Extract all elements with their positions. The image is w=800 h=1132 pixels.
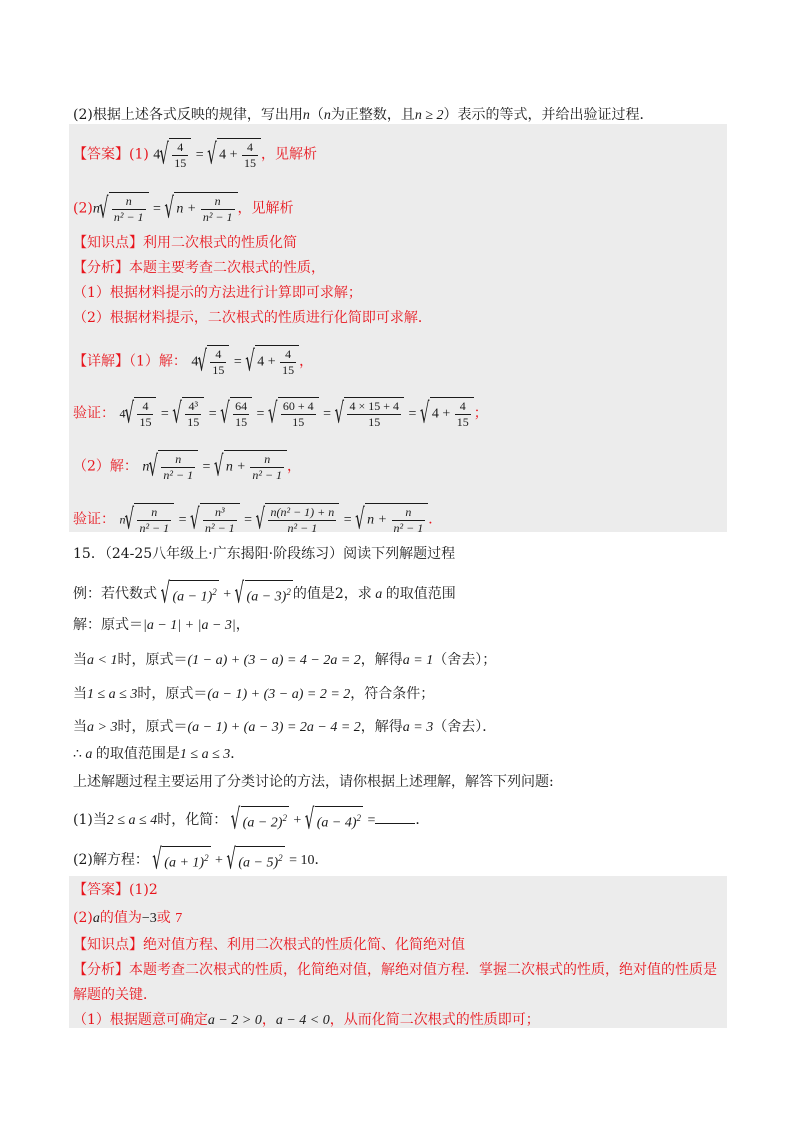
math-sqrt: √ n + $\frac{n}{\text{n² − 1}}$	[356, 503, 428, 536]
analysis-line-2b: 解题的关键．	[73, 987, 157, 1003]
text: 为正整数，且	[330, 107, 415, 123]
math: 4	[153, 147, 161, 163]
verify-label: 验证：	[73, 511, 115, 528]
math-sqrt: √ $\frac{4}{15}$	[198, 345, 229, 378]
detail-line-1: 【详解】（1）解： 4 √ $\frac{4}{15}$ = √ 4 + $\frac{4}{15}$ ，	[73, 345, 313, 378]
math-sqrt: √ $\frac{4 \times 15 + 4}{15}$	[335, 397, 404, 430]
math-sqrt: √ 4 + $\frac{4}{15}$	[246, 345, 299, 378]
q15-case-1: 当a < 1时，原式＝(1 − a) + (3 − a) = 4 − 2a = 2，解得a = 1（舍去）；	[73, 652, 497, 668]
q15-case-3: 当a > 3时，原式＝(a − 1) + (a − 3) = 2a − 4 = 2，解得a = 3（舍去）．	[73, 719, 497, 735]
text: 表示的等式，并给出验证过程．	[457, 107, 654, 123]
math-sqrt: √ n + $\frac{n}{\text{n² − 1}}$	[215, 450, 287, 483]
analysis-tag: 【分析】	[73, 962, 129, 978]
text: （1）解：	[129, 353, 187, 370]
verify-label: 验证：	[73, 405, 115, 422]
math-sqrt: √ n + $\frac{n}{\text{n² − 1}}$	[165, 192, 237, 225]
answer-line-1: 【答案】(1) 4 √ $\frac{4}{15}$ = √ 4 + $\frac{4}{15}$ ，见解析	[73, 138, 317, 171]
q15-method: 上述解题过程主要运用了分类讨论的方法，请你根据上述理解，解答下列问题:	[73, 774, 554, 790]
q15-case-2: 当1 ≤ a ≤ 3时，原式＝(a − 1) + (3 − a) = 2 = 2，符合条件；	[73, 686, 435, 702]
text: ，见解析	[237, 200, 294, 217]
math-sqrt: √ $\frac{n}{\text{n² − 1}}$	[125, 503, 174, 536]
text: ，见解析	[261, 146, 318, 163]
math-sqrt: √ $\frac{4}{15}$	[160, 138, 191, 171]
answer-blank[interactable]	[375, 811, 415, 824]
analysis-line-2a: 【分析】本题考查二次根式的性质，化简绝对值，解绝对值方程．掌握二次根式的性质，绝对值的性质是	[73, 962, 717, 978]
math-sqrt: √ 4 + $\frac{4}{15}$	[421, 397, 474, 430]
math-sqrt: √ $\frac{4}{15}$	[125, 397, 156, 430]
text: (2)	[73, 200, 93, 217]
knowledge-text: 利用二次根式的性质化简	[143, 235, 297, 251]
text: (1)	[129, 146, 149, 163]
analysis-text: 本题主要考查二次根式的性质，	[129, 260, 325, 276]
answer2-line-1: 【答案】(1)2	[73, 882, 158, 898]
math-sqrt: √ $\frac{\text{4³}}{15}$	[173, 397, 204, 430]
math-n: n	[92, 201, 100, 217]
answer2-line-2: (2)a的值为−3或 7	[73, 910, 183, 926]
math-n: n	[302, 108, 310, 123]
math-sqrt: √ $(a - 1)^2$	[161, 580, 218, 608]
math-sqrt: √ $(a - 4)^2$	[306, 806, 363, 834]
answer-tag: 【答案】	[73, 882, 129, 898]
q15-title: 15．（24-25八年级上·广东揭阳·阶段练习）阅读下列解题过程	[73, 546, 456, 562]
math-sqrt: √ $(a - 2)^2$	[232, 806, 289, 834]
text: （	[309, 107, 324, 123]
q15-part2: (2)解方程： √ $(a + 1)^2$ + √ $(a - 5)^2 = 10$．	[73, 846, 329, 874]
math-sqrt: √ $(a - 3)^2$	[236, 580, 293, 608]
analysis-tag: 【分析】	[73, 260, 129, 276]
analysis-hint: （1）根据题意可确定a − 2 > 0，a − 4 < 0，从而化简二次根式的性质即可；	[73, 1012, 540, 1028]
knowledge-tag: 【知识点】	[73, 937, 143, 953]
math-condition: n ≥ 2	[414, 108, 444, 123]
q14-part2-prompt	[73, 105, 654, 126]
analysis-step-2: （2）根据材料提示，二次根式的性质进行化简即可求解．	[73, 310, 432, 326]
detail-line-2: （2）解： n √ $\frac{n}{\text{n² − 1}}$ = √ n + $\frac{n}{\text{n² − 1}}$ ，	[73, 450, 301, 483]
math-sqrt: √ $(a + 1)^2$	[153, 846, 210, 874]
verify-line-1: 验证： 4 √ $\frac{4}{15}$ = √ $\frac{\text{4³}}{15}$ = √ $\frac{64}{15}$ = √ $\frac{60 + 4}{15}$ = √ $\frac{4 \times 15 + 4}{15}$ = √ 4 + $\frac{4}{15}$ ；	[73, 397, 488, 430]
math-sqrt: √ $\frac{64}{15}$	[221, 397, 252, 430]
detail-tag: 【详解】	[73, 353, 129, 370]
analysis-line-1	[73, 258, 325, 278]
q15-part1: (1)当2 ≤ a ≤ 4时，化简： √ $(a - 2)^2$ + √ $(a - 4)^2$ = ．	[73, 806, 429, 834]
math-sqrt: √ 4 + $\frac{4}{15}$	[208, 138, 261, 171]
math-sqrt: √ $(a - 5)^2$	[227, 846, 284, 874]
math-sqrt: √ $\frac{\text{n³}}{\text{n² − 1}}$	[191, 503, 240, 536]
q15-example: 例：若代数式 √ $(a - 1)^2$ + √ $(a - 3)^2$ 的值是2，求 a 的取值范围	[73, 580, 456, 608]
text: (2)根据上述各式反映的规律，写出用	[73, 107, 303, 123]
q15-conclusion: ∴ a 的取值范围是1 ≤ a ≤ 3．	[73, 746, 245, 762]
q15-solution: 解：原式＝|a − 1| + |a − 3|，	[73, 617, 250, 633]
math-sqrt: √ $\frac{60 + 4}{15}$	[269, 397, 319, 430]
math-sqrt: √ $\frac{\text{n(n² − 1) + n}}{\text{n² − 1}}$	[256, 503, 339, 536]
verify-line-2: 验证： n √ $\frac{n}{\text{n² − 1}}$ = √ $\frac{\text{n³}}{\text{n² − 1}}$ = √ $\frac{\text{n(n² − 1) + n}}{\text{n² − 1}}$ = √ n + $\frac{n}{\text{n² − 1}}$ ．	[73, 503, 442, 536]
text: （2）解：	[73, 458, 138, 475]
knowledge-line-1	[73, 233, 297, 253]
answer-line-2: (2)n √ $\frac{n}{\text{n² − 1}}$ = √ n + $\frac{n}{\text{n² − 1}}$ ，见解析	[73, 192, 294, 225]
math-sqrt: √ $\frac{n}{\text{n² − 1}}$	[149, 450, 198, 483]
analysis-step-1: （1）根据材料提示的方法进行计算即可求解；	[73, 285, 362, 301]
answer-tag: 【答案】	[73, 146, 129, 163]
knowledge-tag: 【知识点】	[73, 235, 143, 251]
text: ）	[443, 107, 458, 123]
knowledge-line-2: 【知识点】绝对值方程、利用二次根式的性质化简、化简绝对值	[73, 937, 465, 953]
math-sqrt: √ $\frac{n}{\text{n² − 1}}$	[100, 192, 149, 225]
math-n: n	[323, 108, 331, 123]
